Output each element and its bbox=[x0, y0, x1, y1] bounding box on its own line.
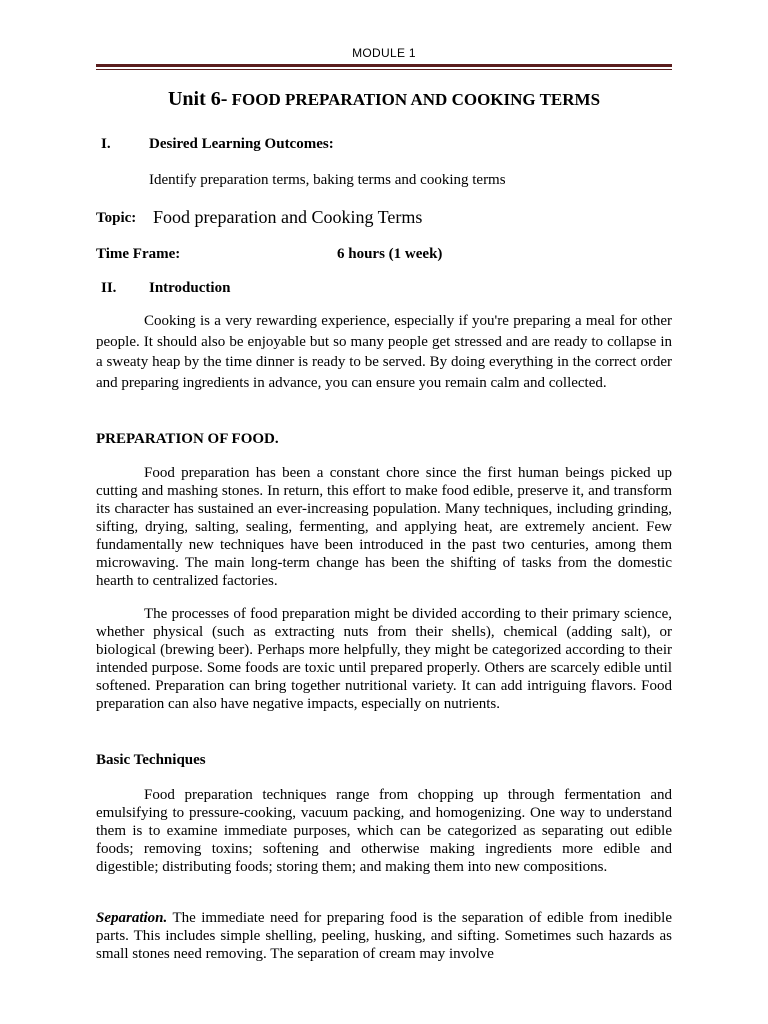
separation-term: Separation. bbox=[96, 910, 168, 926]
learning-outcome-text: Identify preparation terms, baking terms and cooking terms bbox=[149, 172, 506, 188]
section-heading-outcomes: Desired Learning Outcomes: bbox=[149, 136, 334, 152]
header-rule-thick bbox=[96, 64, 672, 67]
section-numeral-1: I. bbox=[101, 136, 111, 152]
intro-paragraph: Cooking is a very rewarding experience, especially if you're preparing a meal for other people. It should also be enjoyable but so many people get stressed and are ready to collapse in a sweaty heap by the time dinner is ready to be served. By doing everything in the correct order and preparing ingredients in advance, you can ensure you remain calm and collected. bbox=[96, 313, 672, 391]
preparation-paragraph-2: The processes of food preparation might be divided according to their primary science, whether physical (such as extracting nuts from their shells), chemical (adding salt), or biological (brewing beer). Perhaps more helpfully, they might be categorized according to their intended purpose. Some foods are toxic until prepared properly. Others are scarcely edible until softened. Preparation can bring together nutritional variety. It can add intriguing flavors. Food preparation can also have negative impacts, especially on nutrients. bbox=[96, 606, 672, 712]
unit-heading: FOOD PREPARATION AND COOKING TERMS bbox=[231, 90, 601, 109]
separation-paragraph bbox=[96, 909, 672, 963]
unit-number: Unit 6- bbox=[167, 88, 228, 110]
basic-techniques-paragraph: Food preparation techniques range from chopping up through fermentation and emulsifying to pressure-cooking, vacuum packing, and homogenizing. One way to understand them is to examine immediate purposes, which can be categorized as separating out edible foods; removing toxins; softening and otherwise making ingredients more edible and digestible; distributing foods; storing them; and making them into new compositions. bbox=[96, 787, 672, 875]
time-frame-value: 6 hours (1 week) bbox=[337, 246, 443, 262]
basic-techniques-heading: Basic Techniques bbox=[96, 752, 206, 768]
preparation-heading: PREPARATION OF FOOD. bbox=[96, 431, 279, 447]
separation-text: The immediate need for preparing food is the separation of edible from inedible parts. This includes simple shelling, peeling, husking, and sifting. Sometimes such hazards as small stones need removing. The separation of cream may involve bbox=[96, 910, 673, 962]
section-numeral-2: II. bbox=[101, 280, 117, 296]
unit-title bbox=[96, 88, 672, 111]
header-rule-thin bbox=[96, 69, 672, 70]
time-frame-label: Time Frame: bbox=[96, 246, 181, 262]
topic-label: Topic: bbox=[96, 210, 137, 226]
section-heading-introduction: Introduction bbox=[149, 280, 231, 296]
topic-value: Food preparation and Cooking Terms bbox=[153, 207, 423, 227]
module-header: MODULE 1 bbox=[352, 46, 416, 60]
preparation-paragraph-1: Food preparation has been a constant chore since the first human beings picked up cutting and mashing stones. In return, this effort to make food edible, preserve it, and transform its character has sustained an ever-increasing population. Many techniques, including grinding, sifting, drying, salting, sealing, fermenting, and applying heat, are extremely ancient. Few fundamentally new techniques have been introduced in the past two centuries, among them microwaving. The main long-term change has been the shifting of tasks from the domestic hearth to centralized factories. bbox=[96, 465, 672, 589]
